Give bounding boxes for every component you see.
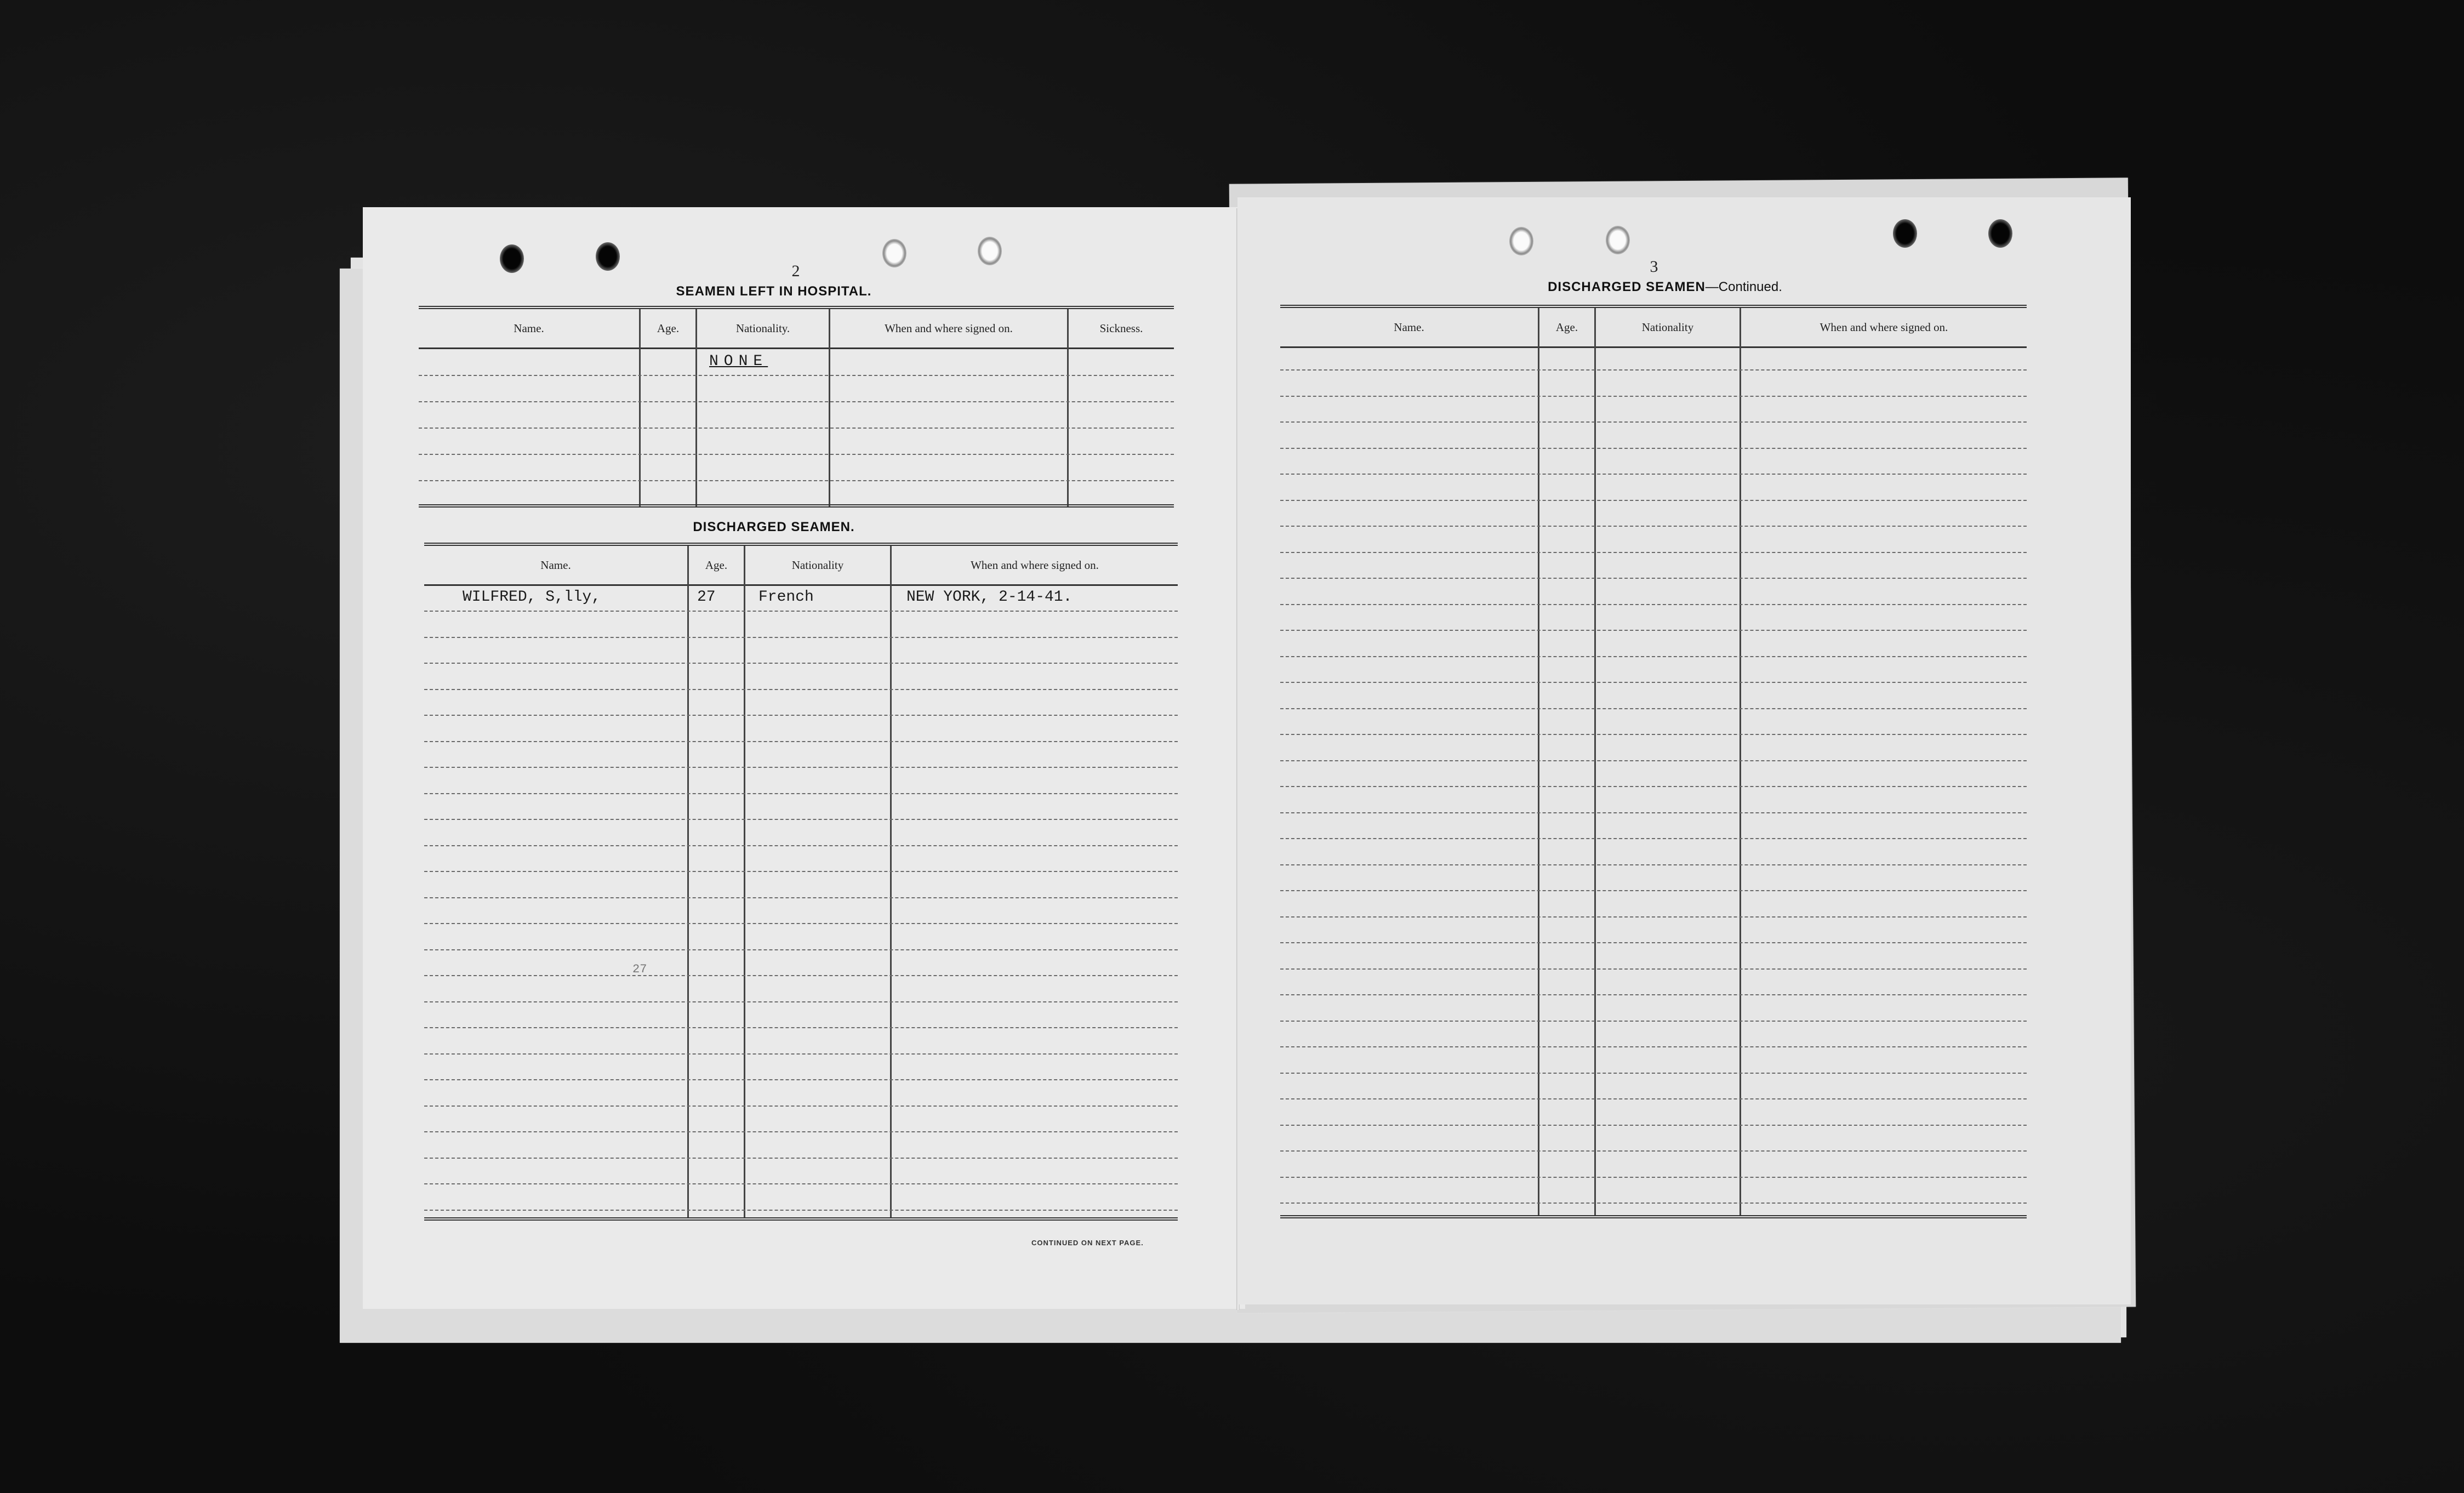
table-row [1280,630,2027,631]
table-row [1280,734,2027,735]
table-row [1280,1203,2027,1204]
column-divider [695,309,697,506]
column-divider [829,309,830,506]
table-row [424,845,1178,846]
column-divider [1538,308,1539,1215]
row-name: WILFRED, S,lly, [463,589,601,606]
table-row [424,923,1178,924]
table-row [1280,421,2027,423]
punch-hole [978,237,1002,265]
page-number: 2 [791,262,800,280]
discharged-section-title: DISCHARGED SEAMEN. [693,520,855,534]
table-row [424,975,1178,976]
table-row [1280,369,2027,371]
table-row [1280,1125,2027,1126]
table-bottom-rule [419,504,1174,508]
table-row [424,1079,1178,1080]
table-row [424,1210,1178,1211]
punch-hole [596,242,620,271]
column-header-name: Name. [1394,320,1424,334]
table-row [424,897,1178,898]
row-nationality: French [758,589,814,606]
table-row [424,1001,1178,1002]
column-header-signed-on: When and where signed on. [885,321,1013,335]
punch-hole [882,239,906,267]
table-row [424,611,1178,612]
punch-hole [500,244,524,273]
punch-hole [1893,219,1917,248]
table-row [424,1183,1178,1184]
column-header-nationality: Nationality [1641,320,1694,334]
table-row [1280,838,2027,839]
table-row [419,401,1174,402]
punch-hole [1509,227,1533,255]
row-age: 27 [697,589,716,606]
column-header-nationality: Nationality. [735,321,790,335]
table-row [424,663,1178,664]
discharged-continued-title: DISCHARGED SEAMEN—Continued. [1548,280,1782,294]
column-header-age: Age. [1555,320,1578,334]
column-divider [639,309,641,506]
table-row [1280,812,2027,813]
hospital-entry: NONE [709,353,768,370]
table-row [424,871,1178,872]
table-row [424,637,1178,638]
continued-note: CONTINUED ON NEXT PAGE. [1031,1239,1144,1247]
row-signed-on: NEW YORK, 2-14-41. [906,589,1073,606]
table-row [1280,916,2027,918]
table-row [1280,708,2027,709]
hospital-section-title: SEAMEN LEFT IN HOSPITAL. [676,284,872,299]
table-row [1280,526,2027,527]
table-row [1280,474,2027,475]
table-row [1280,552,2027,553]
table-row [424,689,1178,690]
table-row [1280,1021,2027,1022]
table-row [424,1105,1178,1107]
punch-hole [1606,226,1630,254]
table-row [1280,656,2027,657]
table-row [1280,994,2027,995]
table-row [1280,396,2027,397]
table-bottom-rule [424,1217,1178,1221]
table-row [424,1158,1178,1159]
table-row [1280,1073,2027,1074]
column-divider [1594,308,1596,1215]
table-row [1280,864,2027,865]
right-page [1237,197,2131,1304]
table-row [1280,942,2027,943]
table-row [1280,1098,2027,1099]
table-row [1280,1046,2027,1047]
column-header-name: Name. [540,558,571,572]
page-number: 3 [1650,258,1658,276]
table-row [424,715,1178,716]
column-header-age: Age. [657,321,680,335]
table-row [1280,1150,2027,1152]
table-row [424,1027,1178,1028]
table-row [1280,578,2027,579]
column-header-signed-on: When and where signed on. [1820,320,1948,334]
table-row [1280,682,2027,683]
table-row [424,793,1178,794]
column-header-name: Name. [514,321,544,335]
table-row [424,1131,1178,1132]
column-divider [1067,309,1069,506]
table-row [1280,968,2027,970]
discharged-table [424,543,1178,1226]
discharged-continued-table [1280,305,2027,1223]
table-row [424,767,1178,768]
table-row [424,1053,1178,1055]
column-divider [687,546,689,1217]
punch-hole [1988,219,2012,248]
column-divider [1739,308,1741,1215]
column-header-age: Age. [705,558,728,572]
column-header-signed-on: When and where signed on. [971,558,1099,572]
table-row [419,480,1174,481]
ink-smudge: 27 [632,962,647,976]
column-divider [890,546,892,1217]
table-row [1280,786,2027,787]
table-row [1280,448,2027,449]
hospital-table [419,306,1174,512]
table-row [424,949,1178,950]
table-row [419,375,1174,376]
table-row [419,428,1174,429]
left-page [363,207,1245,1309]
column-divider [744,546,745,1217]
column-header-sickness: Sickness. [1099,321,1143,335]
table-row [424,741,1178,742]
table-row [1280,760,2027,761]
table-bottom-rule [1280,1215,2027,1218]
table-row [1280,604,2027,605]
column-header-nationality: Nationality [791,558,844,572]
table-row [419,454,1174,455]
table-row [1280,1177,2027,1178]
table-row [1280,500,2027,501]
table-row [424,819,1178,820]
table-row [1280,890,2027,891]
